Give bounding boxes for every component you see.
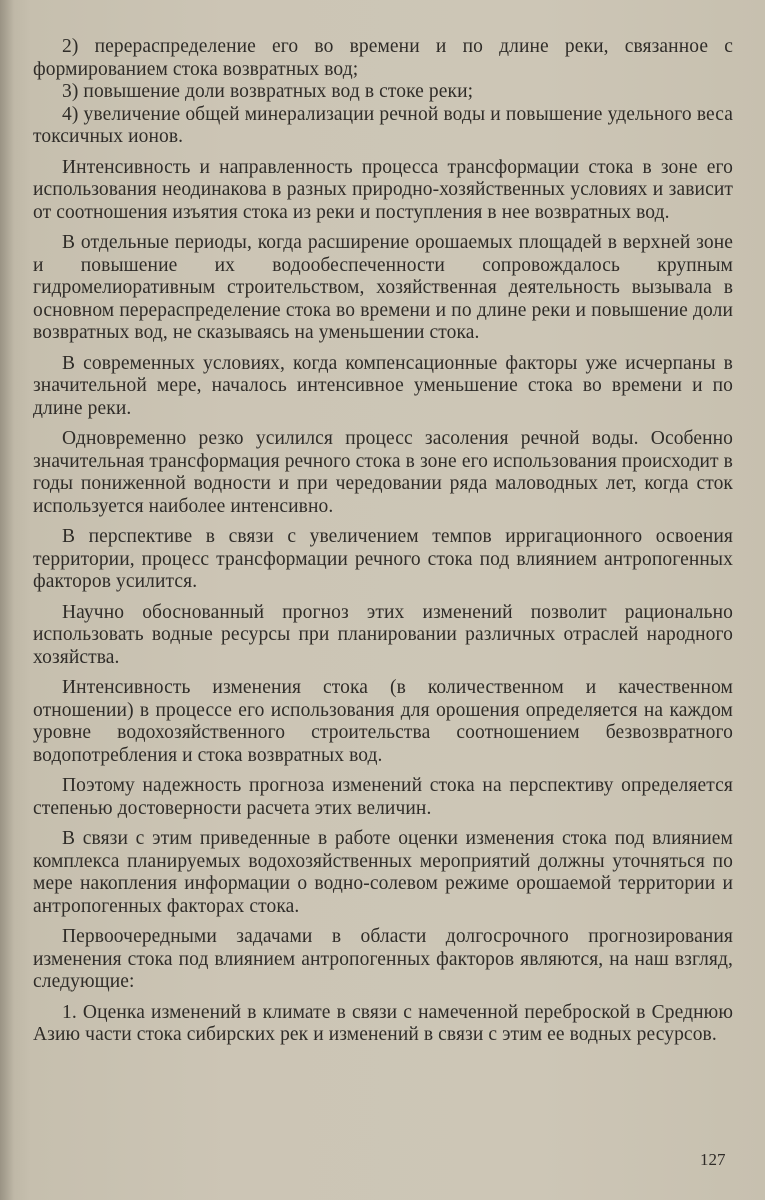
page-edge-shadow xyxy=(0,0,14,1200)
paragraph: Одновременно резко усилился процесс засоления речной воды. Особенно значительная трансформация речного стока в зоне его использования происходит в годы пониженной водности и при чередовании ряда маловодных лет, когда сток используется наиболее интенсивно. xyxy=(33,428,733,517)
list-item-4: 4) увеличение общей минерализации речной воды и повышение удельного веса токсичных ионов. xyxy=(33,103,733,147)
paragraph: В современных условиях, когда компенсационные факторы уже исчерпаны в значительной мере, началось интенсивное уменьшение стока во времени и по длине реки. xyxy=(33,352,733,419)
list-item-3: 3) повышение доли возвратных вод в стоке реки; xyxy=(62,81,474,102)
paragraph: Первоочередными задачами в области долгосрочного прогнозирования изменения стока под влиянием антропогенных факторов являются, на наш взгляд, следующие: xyxy=(33,926,733,992)
paragraph: Научно обоснованный прогноз этих изменений позволит рационально использовать водные ресурсы при планировании различных отраслей народного хозяйства. xyxy=(33,601,733,668)
paragraph: В отдельные периоды, когда расширение орошаемых площадей в верхней зоне и повышение их водообеспеченности сопровождалось крупным гидромелиоративным строительством, хозяйственная деятельность вызывала в основном перераспределение стока во времени и по длине реки и повышение доли возвратных вод, не сказываясь на уменьшении стока. xyxy=(33,232,733,343)
paragraph: Интенсивность изменения стока (в количественном и качественном отношении) в процессе его использования для орошения определяется на каждом уровне водохозяйственного строительства соотношением безвозвратного водопотребления и стока возвратных вод. xyxy=(33,677,733,766)
body-text xyxy=(33,36,733,1055)
page-number: 127 xyxy=(700,1150,726,1169)
paragraph: Поэтому надежность прогноза изменений стока на перспективу определяется степенью достоверности расчета этих величин. xyxy=(33,775,733,819)
paragraph: В перспективе в связи с увеличением темпов ирригационного освоения территории, процесс трансформации речного стока под влиянием антропогенных факторов усилится. xyxy=(33,526,733,592)
paragraph: Интенсивность и направленность процесса трансформации стока в зоне его использования неодинакова в разных природно-хозяйственных условиях и зависит от соотношения изъятия стока из реки и поступления в нее возвратных вод. xyxy=(33,156,733,223)
list-item-2: 2) перераспределение его во времени и по длине реки, связанное с формированием стока возвратных вод; xyxy=(33,36,733,80)
numbered-task-1: 1. Оценка изменений в климате в связи с намеченной переброской в Среднюю Азию части стока сибирских рек и изменений в связи с этим ее водных ресурсов. xyxy=(33,1001,733,1045)
paragraph: В связи с этим приведенные в работе оценки изменения стока под влиянием комплекса планируемых водохозяйственных мероприятий должны уточняться по мере накопления информации о водно-солевом режиме орошаемой территории и антропогенных факторах стока. xyxy=(33,828,733,917)
